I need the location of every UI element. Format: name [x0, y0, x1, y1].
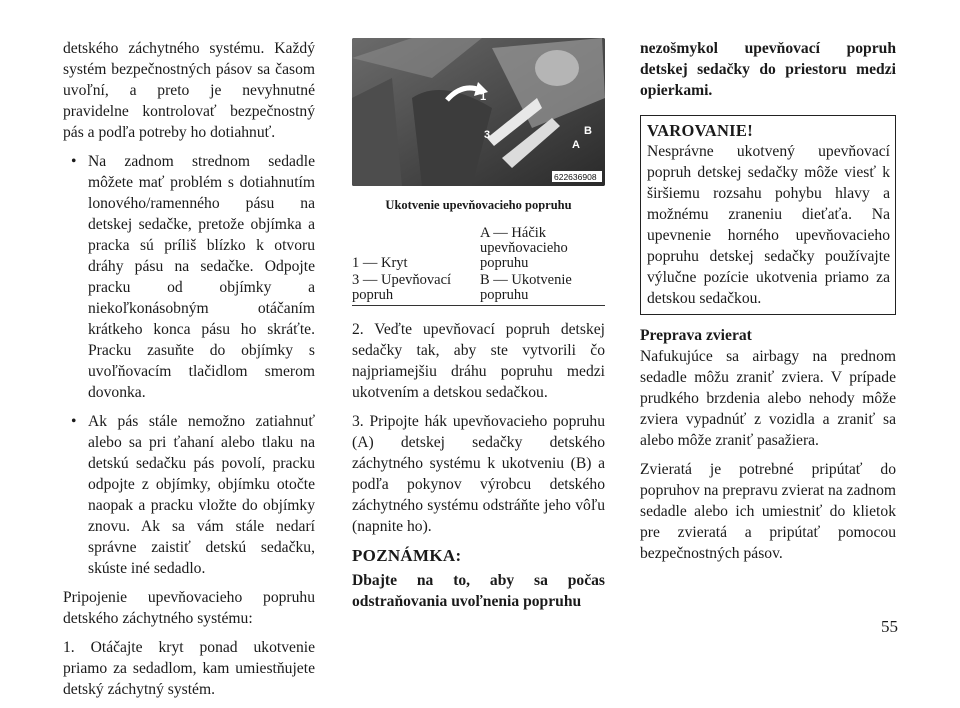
warning-box	[640, 115, 896, 315]
note-text: Dbajte na to, aby sa počas odstraňovania uvoľnenia popruhu	[352, 572, 605, 610]
step-1-paragraph: 1. Otáčajte kryt ponad ukotvenie priamo za sedadlom, kam umiestňujete detský záchytný systém.	[63, 639, 315, 698]
warning-text: Nesprávne ukotvený upevňovací popruh detskej sedačky môže viesť k širšiemu rozsahu pohybu hlavy a možnému zraneniu dieťaťa. Na upevnenie horného upevňovacieho popruhu detskej sedačky používajte výlučne pozície ukotvenia priamo za detskou sedačkou.	[647, 143, 890, 307]
pets-paragraph-1: Nafukujúce sa airbagy na prednom sedadle môžu zraniť zviera. V prípade prudkého brzdenia alebo nehody môže zviera vypadnúť z vozidla a zraniť sa alebo môže zraniť pasažiera.	[640, 348, 896, 449]
bullet-icon: •	[71, 413, 77, 430]
step-3-paragraph: 3. Pripojte hák upevňovacieho popruhu (A) detskej sedačky detského záchytného systému k ukotveniu (B) a podľa pokynov výrobcu detského záchytného systému odstráňte jeho vôľu (napnite ho).	[352, 413, 605, 535]
note-continued: nezošmykol upevňovací popruh detskej sedačky do priestoru medzi opierkami.	[640, 40, 896, 99]
legend-item: 1 — Kryt	[352, 255, 408, 271]
legend-item: B — Ukotvenie popruhu	[480, 272, 572, 303]
pets-heading: Preprava zvierat	[640, 327, 752, 344]
tether-anchor-illustration	[352, 38, 605, 186]
bullet-icon: •	[71, 153, 77, 170]
intro-paragraph: detského záchytného systému. Každý systém bezpečnostných pásov sa časom uvoľní, a preto je nevyhnutné pravidelne kontrolovať bezpečnostný pás a podľa potreby ho dotiahnuť.	[63, 40, 315, 141]
note-heading: POZNÁMKA:	[352, 546, 462, 565]
tether-intro-paragraph: Pripojenie upevňovacieho popruhu detského záchytného systému:	[63, 589, 315, 627]
callout-a-label: A	[572, 139, 580, 151]
figure-legend	[352, 226, 605, 306]
warning-title: VAROVANIE!	[647, 121, 753, 140]
page-number: 55	[881, 617, 898, 636]
figure-code: 622636908	[554, 172, 597, 182]
column-right	[640, 38, 896, 572]
pets-paragraph-2: Zvieratá je potrebné pripútať do popruhov na prepravu zvierat na zadnom sedadle alebo ich umiestniť do klietok pre zvieratá a pripútať pomocou bezpečnostných pásov.	[640, 461, 896, 562]
callout-b-label: B	[584, 125, 592, 137]
bullet-item	[63, 151, 315, 403]
column-left	[63, 38, 315, 708]
callout-3-label: 3	[484, 129, 491, 141]
legend-item: A — Háčik upevňovacieho popruhu	[480, 225, 568, 271]
legend-item: 3 — Upevňovací popruh	[352, 272, 452, 303]
bullet-text: Na zadnom strednom sedadle môžete mať problém s dotiahnutím lonového/ramenného pásu na detskej sedačke, pretože objímka a pracka sú príliš blízko k otvoru dráhy pásu na sedačke. Odpojte pracku od objímky a niekoľkonásobným otáčaním krátkeho konca pásu ho skráťte. Pracku zasuňte do objímky s uvoľňovacím tlačidlom smerom dovonka.	[88, 153, 315, 401]
bullet-item	[63, 411, 315, 579]
column-middle	[352, 38, 605, 620]
tether-anchor-figure	[352, 38, 605, 186]
step-2-paragraph: 2. Veďte upevňovací popruh detskej sedačky tak, aby ste vytvorili čo najpriamejšiu dráhu popruhu medzi ukotvením a detskou sedačkou.	[352, 321, 605, 401]
bullet-text: Ak pás stále nemožno zatiahnuť alebo sa pri ťahaní alebo tlaku na detskú sedačku pás povolí, pracku odpojte z objímky, objímku otočte naopak a pracku vložte do objímky znovu. Ak sa vám stále nedarí správne zaistiť detskú sedačku, skúste iné sedadlo.	[88, 413, 315, 577]
callout-1-label: 1	[480, 91, 487, 103]
figure-caption: Ukotvenie upevňovacieho popruhu	[385, 198, 572, 212]
